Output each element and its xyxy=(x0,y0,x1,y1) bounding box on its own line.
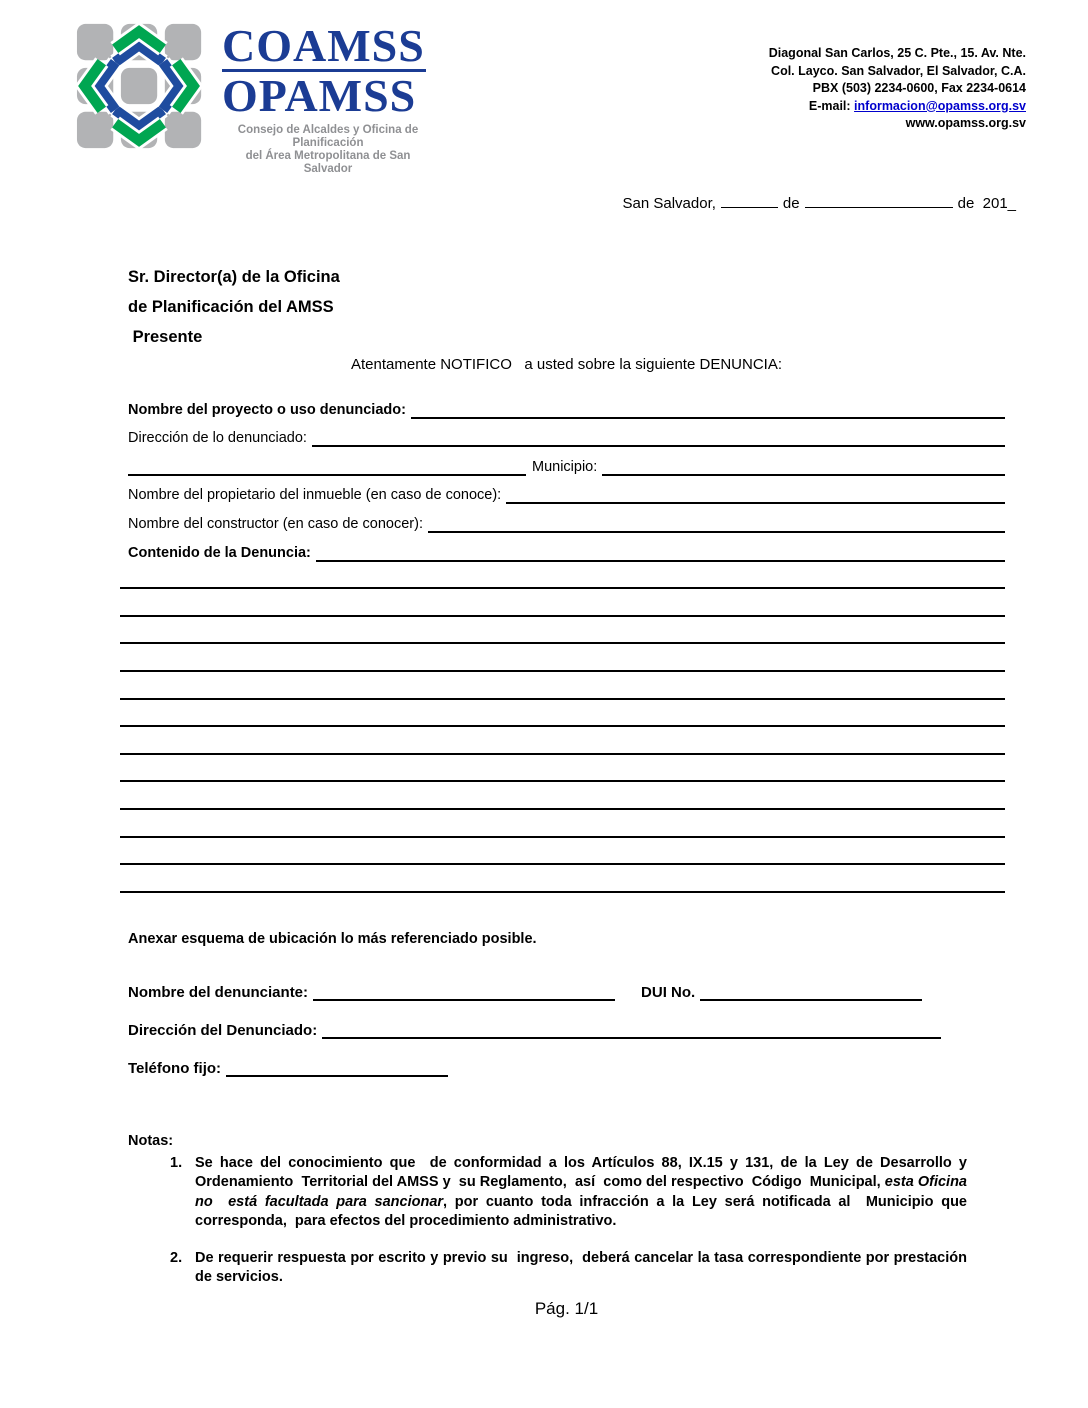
project-blank xyxy=(411,417,1005,419)
municipio-label: Municipio: xyxy=(532,458,598,475)
complainant-blank xyxy=(313,999,615,1001)
date-day-blank xyxy=(721,193,778,208)
ruled-line xyxy=(120,838,1005,866)
field-row-municipio xyxy=(128,447,1005,476)
note-1-text xyxy=(195,1154,976,1232)
logo-subtitle xyxy=(222,124,434,176)
address-line-1: Diagonal San Carlos, 25 C. Pte., 15. Av. Nte. xyxy=(768,46,1026,60)
coamss-logo-mark xyxy=(74,22,206,150)
logo-title-opamss: OPAMSS xyxy=(222,70,417,121)
pbx-fax-line: PBX (503) 2234-0600, Fax 2234-0614 xyxy=(812,81,1026,95)
ruled-line xyxy=(120,672,1005,700)
date-line xyxy=(623,193,1016,212)
ruled-line xyxy=(120,617,1005,645)
content-label: Contenido de la Denuncia: xyxy=(128,544,311,561)
coamss-logo xyxy=(74,22,434,176)
logo-subtitle-line1: Consejo de Alcaldes y Oficina de Planificación xyxy=(237,124,419,149)
notes-section xyxy=(128,1132,1005,1288)
note-1-part-1: Se hace del conocimiento que de conformidad a los Artículos 88, IX.15 y 131, de la Ley de Desarrollo y Ordenamiento Territorial del AMSS y su Reglamento, así como del respectivo Código Municipal, xyxy=(195,1154,976,1191)
municipio-blank xyxy=(602,474,1005,476)
address-label: Dirección de lo denunciado: xyxy=(128,430,307,447)
field-row-project xyxy=(128,390,1005,419)
date-de: de xyxy=(782,195,800,212)
complainant-label: Nombre del denunciante: xyxy=(128,983,309,1001)
website-line: www.opamss.org.sv xyxy=(905,116,1026,130)
logo-subtitle-line2: del Área Metropolitana de San Salvador xyxy=(245,150,411,175)
field-row-address xyxy=(128,419,1005,448)
attach-note: Anexar esquema de ubicación lo más referenciado posible. xyxy=(128,930,537,947)
phone-row xyxy=(128,1047,1005,1077)
email-link[interactable]: informacion@opamss.org.sv xyxy=(854,98,1026,113)
phone-label: Teléfono fijo: xyxy=(128,1059,222,1077)
field-row-builder xyxy=(128,504,1005,533)
builder-blank xyxy=(428,531,1005,533)
recipient-block xyxy=(128,262,1005,346)
address-blank xyxy=(312,445,1005,447)
email-label: E-mail: xyxy=(808,98,855,113)
complainant-row xyxy=(128,971,1005,1001)
letter-body xyxy=(128,262,1005,1319)
page-number: Pág. 1/1 xyxy=(534,1298,599,1318)
complainant-address-blank xyxy=(322,1037,941,1039)
ruled-line xyxy=(120,700,1005,728)
logo-title-coamss: COAMSS xyxy=(222,20,425,71)
content-blank xyxy=(316,560,1005,562)
recipient-line-1: Sr. Director(a) de la Oficina xyxy=(128,268,340,286)
field-row-content xyxy=(128,533,1005,562)
note-item-2 xyxy=(128,1249,1005,1288)
dui-blank xyxy=(700,999,922,1001)
ruled-line xyxy=(120,644,1005,672)
address-line-2: Col. Layco. San Salvador, El Salvador, C.A. xyxy=(771,63,1026,78)
field-row-owner xyxy=(128,476,1005,505)
complainant-address-row xyxy=(128,1009,1005,1039)
content-lines xyxy=(120,562,1005,893)
address-blank-2 xyxy=(128,474,526,476)
dui-label: DUI No. xyxy=(641,983,696,1001)
form-fields xyxy=(128,390,1005,562)
email-line xyxy=(769,98,1026,116)
note-2-number: 2. xyxy=(170,1249,183,1266)
ruled-line xyxy=(120,562,1005,590)
note-2-text: De requerir respuesta por escrito y previo su ingreso, deberá cancelar la tasa correspondiente por prestación de servicios. xyxy=(195,1249,972,1286)
note-1-part-3: , por cuanto toda infracción a la Ley será notificada al Municipio que corresponda, para efectos del procedimiento administrativo. xyxy=(195,1193,972,1230)
complainant-address-label: Dirección del Denunciado: xyxy=(128,1021,318,1039)
owner-blank xyxy=(506,502,1005,504)
ruled-line xyxy=(120,755,1005,783)
complainant-section xyxy=(128,971,1005,1077)
phone-blank xyxy=(226,1075,448,1077)
recipient-line-2: de Planificación del AMSS xyxy=(128,298,334,316)
note-item-1 xyxy=(128,1154,1005,1232)
notes-title: Notas: xyxy=(128,1132,174,1149)
ruled-line xyxy=(120,810,1005,838)
note-1-number: 1. xyxy=(170,1154,183,1171)
date-month-blank xyxy=(805,193,953,208)
date-city: San Salvador, xyxy=(622,195,716,212)
owner-label: Nombre del propietario del inmueble (en caso de conoce): xyxy=(128,487,502,504)
note-1-italic: esta Oficina no está facultada para sancionar xyxy=(195,1174,976,1210)
logo-text xyxy=(222,22,434,176)
date-year-suffix: de 201_ xyxy=(957,195,1016,212)
recipient-line-3: Presente xyxy=(128,328,203,346)
address-block xyxy=(769,45,1026,133)
ruled-line xyxy=(120,782,1005,810)
builder-label: Nombre del constructor (en caso de conocer): xyxy=(128,515,423,532)
project-label: Nombre del proyecto o uso denunciado: xyxy=(128,401,406,418)
ruled-line xyxy=(120,865,1005,893)
ruled-line xyxy=(120,727,1005,755)
ruled-line xyxy=(120,589,1005,617)
notification-line: Atentamente NOTIFICO a usted sobre la siguiente DENUNCIA: xyxy=(350,356,782,373)
